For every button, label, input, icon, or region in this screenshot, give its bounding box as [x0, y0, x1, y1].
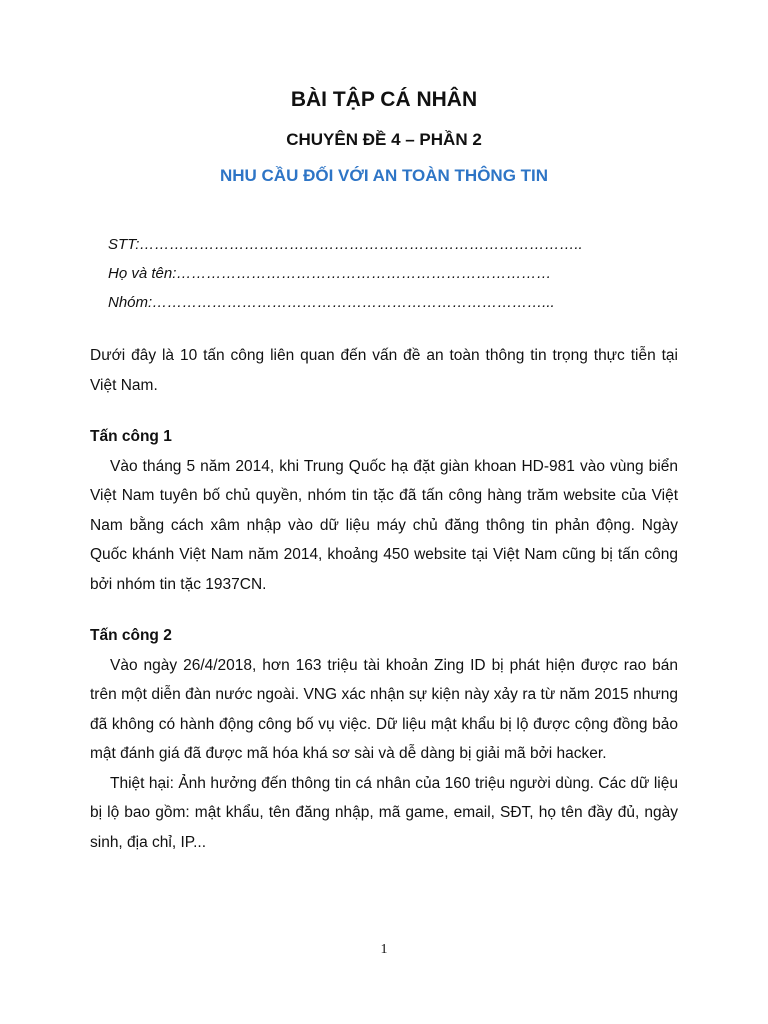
intro-paragraph: Dưới đây là 10 tấn công liên quan đến vấn đề an toàn thông tin trọng thực tiễn tại Việt Nam.	[90, 347, 678, 394]
document-title: BÀI TẬP CÁ NHÂN	[290, 88, 478, 111]
student-info-form	[108, 230, 628, 317]
group-field: Nhóm:……………………………………………………………………...	[108, 294, 555, 311]
stt-field: STT:……………………………………………………………………………..	[108, 236, 583, 253]
document-topic: NHU CẦU ĐỐI VỚI AN TOÀN THÔNG TIN	[219, 166, 549, 185]
section-heading-1: Tấn công 1	[90, 428, 172, 445]
section-2-paragraph-1: Vào ngày 26/4/2018, hơn 163 triệu tài khoản Zing ID bị phát hiện được rao bán trên một diễn đàn nước ngoài. VNG xác nhận sự kiện này xảy ra từ năm 2015 nhưng đã không có hành động công bố vụ việc. Dữ liệu mật khẩu bị lộ được cộng đồng bảo mật đánh giá đã được mã hóa khá sơ sài và dễ dàng bị giải mã bởi hacker.	[90, 656, 678, 762]
section-heading-2: Tấn công 2	[90, 627, 172, 644]
section-2-paragraph-2: Thiệt hại: Ảnh hưởng đến thông tin cá nhân của 160 triệu người dùng. Các dữ liệu bị lộ bao gồm: mật khẩu, tên đăng nhập, mã game, email, SĐT, họ tên đầy đủ, ngày sinh, địa chỉ, IP...	[90, 774, 678, 851]
document-body	[90, 341, 678, 857]
section-1-paragraph-1: Vào tháng 5 năm 2014, khi Trung Quốc hạ đặt giàn khoan HD-981 vào vùng biển Việt Nam tuyên bố chủ quyền, nhóm tin tặc đã tấn công hàng trăm website của Việt Nam bằng cách xâm nhập vào dữ liệu máy chủ đăng thông tin phản động. Ngày Quốc khánh Việt Nam năm 2014, khoảng 450 website tại Việt Nam cũng bị tấn công bởi nhóm tin tặc 1937CN.	[90, 457, 678, 593]
document-subtitle: CHUYÊN ĐỀ 4 – PHẦN 2	[286, 130, 482, 149]
name-field: Họ và tên:…………………………………………………………………	[108, 265, 552, 282]
page-number: 1	[380, 942, 388, 957]
